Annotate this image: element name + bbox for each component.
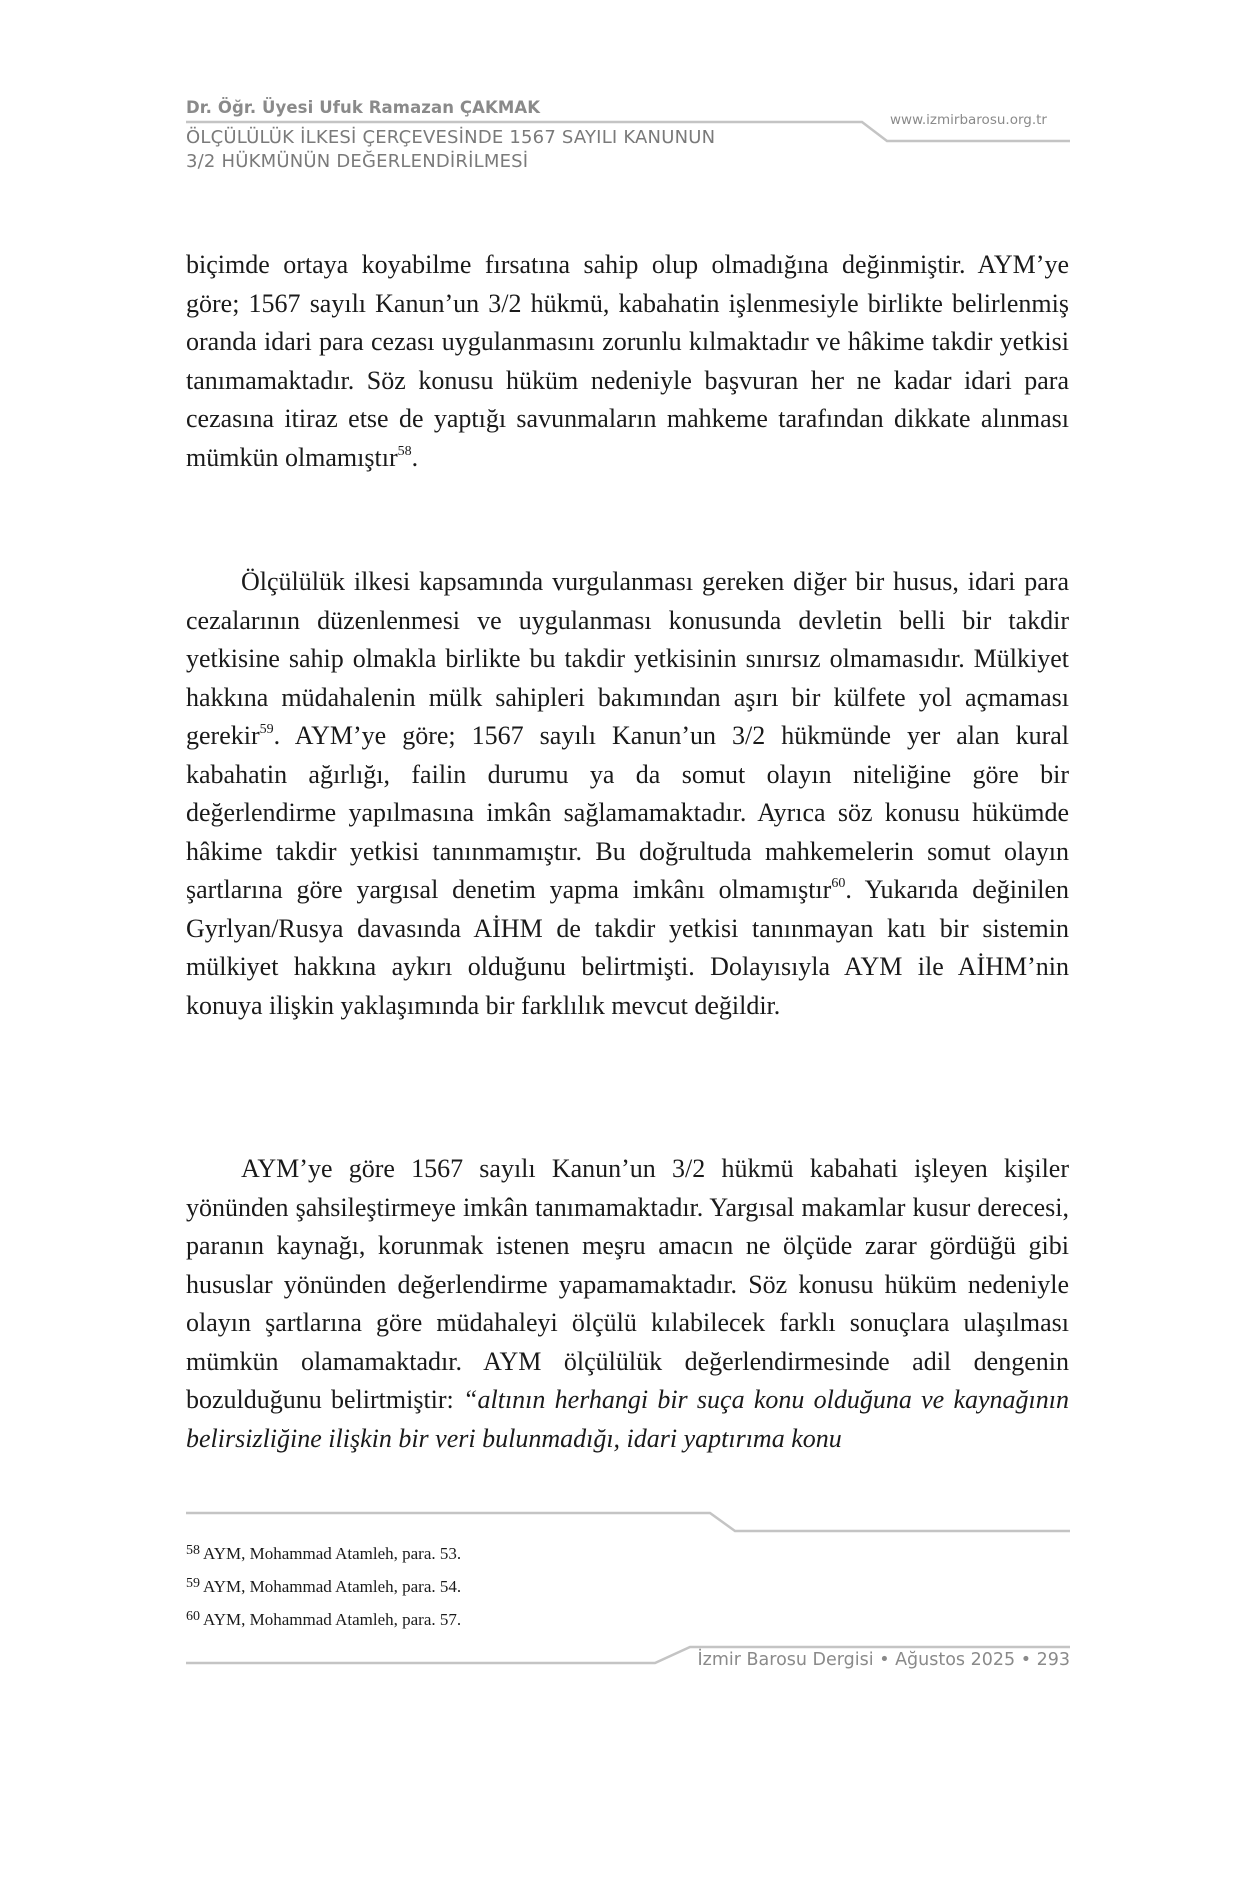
footnote-60 — [186, 1600, 461, 1633]
paragraph-2-text-b: . AYM’ye göre; 1567 sayılı Kanun’un 3/2 hükmünde yer alan kural kabahatin ağırlığı, failin durumu ya da somut olayın niteliğine göre bir değerlendirme yapılmasına imkân sağlamamaktadır. Ayrıca söz konusu hükümde hâkime takdir yetkisi tanınmamıştır. Bu doğrultuda mahkemelerin somut olayın şartlarına göre yargısal denetim yapma imkânı olmamıştır — [186, 721, 1069, 904]
footnote-text: AYM, Mohammad Atamleh, para. 57. — [203, 1610, 462, 1629]
header-title-line1: ÖLÇÜLÜLÜK İLKESİ ÇERÇEVESİNDE 1567 SAYILI KANUNUN — [186, 127, 716, 148]
footnote-number: 58 — [186, 1543, 200, 1558]
footnote-58 — [186, 1534, 461, 1567]
footnote-ref-59[interactable]: 59 — [259, 722, 274, 737]
paragraph-3-text: AYM’ye göre 1567 sayılı Kanun’un 3/2 hükmü kabahati işleyen kişiler yönünden şahsileştirmeye imkân tanımamaktadır. Yargısal makamlar kusur derecesi, paranın kaynağı, korunmak istenen meşru amacın ne ölçüde zarar gördüğü gibi hususlar yönünden değerlendirme yapamamaktadır. Söz konusu hüküm nedeniyle olayın şartlarına göre müdahaleyi ölçülü kılabilecek farklı sonuçlara ulaşılması mümkün olamamaktadır. AYM ölçülülük değerlendirmesinde adil dengenin bozulduğunu belirtmiştir: — [186, 1154, 1069, 1414]
paragraph-2 — [186, 563, 1069, 1025]
paragraph-3-quote: “altının herhangi bir suça konu olduğuna ve kaynağının belirsizliğine ilişkin bir veri bulunmadığı, idari yaptırıma konu — [186, 1385, 1069, 1453]
header-title — [186, 126, 715, 174]
paragraph-2-text-c: . Yukarıda değinilen Gyrlyan/Rusya davasında AİHM de takdir yetkisi tanınmayan katı bir sistemin mülkiyet hakkına aykırı olduğunu belirtmişti. Dolayısıyla AYM ile AİHM’nin konuya ilişkin yaklaşımında bir farklılık mevcut değildir. — [186, 875, 1069, 1020]
paragraph-1-tail: . — [411, 442, 419, 472]
footnote-ref-60[interactable]: 60 — [831, 876, 846, 891]
header-author: Dr. Öğr. Üyesi Ufuk Ramazan ÇAKMAK — [186, 98, 541, 117]
paragraph-1 — [186, 246, 1069, 477]
paragraph-3 — [186, 1150, 1069, 1458]
paragraph-1-text: biçimde ortaya koyabilme fırsatına sahip olup olmadığına değinmiştir. AYM’ye göre; 1567 sayılı Kanun’un 3/2 hükmü, kabahatin işlenmesiyle birlikte belirlenmiş oranda idari para cezası uygulanmasını zorunlu kılmaktadır ve hâkime takdir yetkisi tanımamaktadır. Söz konusu hüküm nedeniyle başvuran her ne kadar idari para cezasına itiraz etse de yaptığı savunmaların mahkeme tarafından dikkate alınması mümkün olmamıştır — [186, 250, 1069, 472]
page-footer: İzmir Barosu Dergisi • Ağustos 2025 • 293 — [697, 1650, 1070, 1670]
header-title-line2: 3/2 HÜKMÜNÜN DEĞERLENDİRİLMESİ — [186, 151, 529, 172]
footnote-number: 60 — [186, 1609, 200, 1624]
footnote-number: 59 — [186, 1576, 200, 1591]
footnotes — [186, 1534, 461, 1633]
footnote-ref-58[interactable]: 58 — [397, 443, 412, 459]
header-url-link[interactable]: www.izmirbarosu.org.tr — [890, 112, 1047, 128]
footnote-separator-rule — [186, 1513, 1070, 1531]
footnote-text: AYM, Mohammad Atamleh, para. 54. — [203, 1577, 462, 1596]
footnote-59 — [186, 1567, 461, 1600]
paragraph-2-text-a: Ölçülülük ilkesi kapsamında vurgulanması gereken diğer bir husus, idari para cezalarının düzenlenmesi ve uygulanması konusunda devletin belli bir takdir yetkisine sahip olmakla birlikte bu takdir yetkisinin sınırsız olmamasıdır. Mülkiyet hakkına müdahalenin mülk sahipleri bakımından aşırı bir külfete yol açmaması gerekir — [186, 567, 1069, 750]
footnote-text: AYM, Mohammad Atamleh, para. 53. — [203, 1544, 462, 1563]
